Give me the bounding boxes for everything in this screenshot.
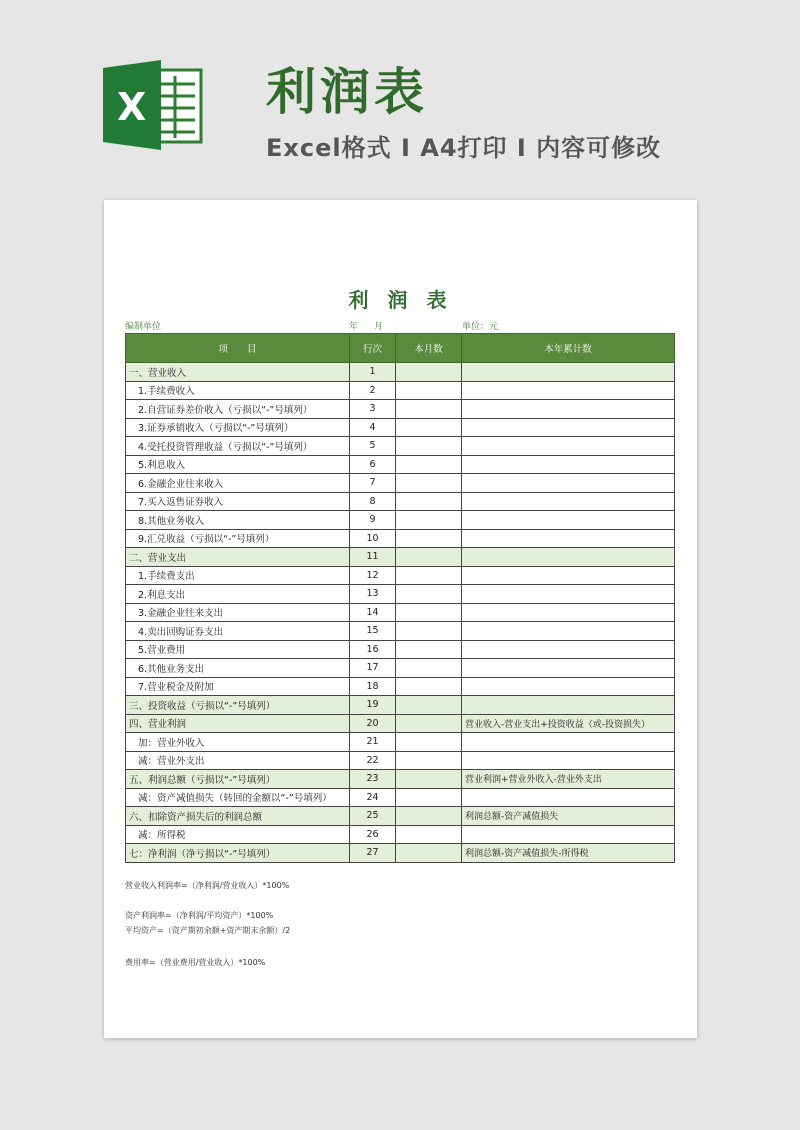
table-row xyxy=(126,474,675,493)
row-line-no: 5 xyxy=(350,437,396,456)
table-row xyxy=(126,622,675,641)
row-year-total xyxy=(462,585,675,604)
row-year-total xyxy=(462,566,675,585)
table-row xyxy=(126,603,675,622)
row-year-total xyxy=(462,696,675,715)
row-month-value xyxy=(396,622,462,641)
row-month-value xyxy=(396,585,462,604)
row-year-total xyxy=(462,751,675,770)
row-line-no: 22 xyxy=(350,751,396,770)
row-year-total: 利润总额-资产减值损失-所得税 xyxy=(462,844,675,863)
note-average-assets: 平均资产=（资产期初余额+资产期末余额）/2 xyxy=(125,926,291,935)
row-item: 六、扣除资产损失后的利润总额 xyxy=(126,807,350,826)
row-item: 6.金融企业往来收入 xyxy=(126,474,350,493)
table-row xyxy=(126,844,675,863)
row-year-total xyxy=(462,492,675,511)
table-row xyxy=(126,492,675,511)
excel-logo-icon xyxy=(103,60,203,150)
currency-label: 单位：元 xyxy=(462,322,499,332)
row-month-value xyxy=(396,844,462,863)
table-row xyxy=(126,437,675,456)
row-month-value xyxy=(396,659,462,678)
row-line-no: 9 xyxy=(350,511,396,530)
row-year-total xyxy=(462,603,675,622)
row-month-value xyxy=(396,714,462,733)
row-year-total: 营业利润+营业外收入-营业外支出 xyxy=(462,770,675,789)
row-item: 2.利息支出 xyxy=(126,585,350,604)
row-year-total xyxy=(462,825,675,844)
row-item: 四、营业利润 xyxy=(126,714,350,733)
row-month-value xyxy=(396,529,462,548)
row-year-total xyxy=(462,400,675,419)
table-row xyxy=(126,751,675,770)
banner-subtitle: Excel格式 I A4打印 I 内容可修改 xyxy=(266,134,662,162)
row-month-value xyxy=(396,566,462,585)
row-item: 3.证券承销收入（亏损以“-”号填列） xyxy=(126,418,350,437)
row-year-total xyxy=(462,733,675,752)
row-month-value xyxy=(396,807,462,826)
row-year-total xyxy=(462,437,675,456)
row-item: 3.金融企业往来支出 xyxy=(126,603,350,622)
table-row xyxy=(126,400,675,419)
row-month-value xyxy=(396,455,462,474)
row-year-total xyxy=(462,640,675,659)
row-line-no: 10 xyxy=(350,529,396,548)
row-year-total xyxy=(462,455,675,474)
row-item: 4.卖出回购证券支出 xyxy=(126,622,350,641)
logo-letter: X xyxy=(117,85,147,129)
table-row xyxy=(126,696,675,715)
row-year-total xyxy=(462,677,675,696)
row-month-value xyxy=(396,603,462,622)
table-row xyxy=(126,529,675,548)
row-item: 加：营业外收入 xyxy=(126,733,350,752)
banner-title: 利润表 xyxy=(266,63,428,121)
row-item: 1.手续费收入 xyxy=(126,381,350,400)
year-label: 年 xyxy=(349,322,359,332)
row-month-value xyxy=(396,770,462,789)
table-row xyxy=(126,548,675,567)
row-item: 七：净利润（净亏损以“-”号填列） xyxy=(126,844,350,863)
table-row xyxy=(126,363,675,382)
row-line-no: 13 xyxy=(350,585,396,604)
row-year-total: 利润总额-资产减值损失 xyxy=(462,807,675,826)
row-month-value xyxy=(396,437,462,456)
row-line-no: 15 xyxy=(350,622,396,641)
row-line-no: 25 xyxy=(350,807,396,826)
table-row xyxy=(126,807,675,826)
row-item: 减：营业外支出 xyxy=(126,751,350,770)
table-row xyxy=(126,511,675,530)
row-line-no: 17 xyxy=(350,659,396,678)
header-month: 本月数 xyxy=(396,334,462,363)
table-row xyxy=(126,825,675,844)
document-sheet xyxy=(104,200,697,1038)
row-line-no: 12 xyxy=(350,566,396,585)
row-item: 1.手续费支出 xyxy=(126,566,350,585)
row-line-no: 27 xyxy=(350,844,396,863)
table-row xyxy=(126,640,675,659)
row-line-no: 19 xyxy=(350,696,396,715)
row-year-total xyxy=(462,788,675,807)
row-month-value xyxy=(396,381,462,400)
row-item: 5.营业费用 xyxy=(126,640,350,659)
row-line-no: 24 xyxy=(350,788,396,807)
row-line-no: 20 xyxy=(350,714,396,733)
row-line-no: 6 xyxy=(350,455,396,474)
row-month-value xyxy=(396,733,462,752)
row-item: 五、利润总额（亏损以“-”号填列） xyxy=(126,770,350,789)
note-revenue-margin: 营业收入利润率=（净利润/营业收入）*100% xyxy=(125,881,290,890)
table-row xyxy=(126,733,675,752)
row-item: 7.营业税金及附加 xyxy=(126,677,350,696)
table-row xyxy=(126,659,675,678)
row-month-value xyxy=(396,751,462,770)
row-month-value xyxy=(396,511,462,530)
row-month-value xyxy=(396,418,462,437)
header-line-no: 行次 xyxy=(350,334,396,363)
row-line-no: 3 xyxy=(350,400,396,419)
header-item: 项 目 xyxy=(126,334,350,363)
row-year-total xyxy=(462,363,675,382)
row-month-value xyxy=(396,788,462,807)
table-row xyxy=(126,714,675,733)
table-row xyxy=(126,585,675,604)
row-item: 6.其他业务支出 xyxy=(126,659,350,678)
table-row xyxy=(126,381,675,400)
table-row xyxy=(126,455,675,474)
row-line-no: 16 xyxy=(350,640,396,659)
row-year-total xyxy=(462,474,675,493)
row-month-value xyxy=(396,696,462,715)
row-month-value xyxy=(396,677,462,696)
month-label: 月 xyxy=(374,322,384,332)
row-month-value xyxy=(396,474,462,493)
table-row xyxy=(126,566,675,585)
table-row xyxy=(126,677,675,696)
unit-label: 编制单位 xyxy=(125,322,162,332)
row-item: 8.其他业务收入 xyxy=(126,511,350,530)
row-year-total xyxy=(462,418,675,437)
row-month-value xyxy=(396,492,462,511)
row-item: 2.自营证券差价收入（亏损以“-”号填列） xyxy=(126,400,350,419)
row-line-no: 4 xyxy=(350,418,396,437)
row-year-total xyxy=(462,511,675,530)
table-header-row xyxy=(126,334,675,363)
row-item: 4.受托投资管理收益（亏损以“-”号填列） xyxy=(126,437,350,456)
row-line-no: 23 xyxy=(350,770,396,789)
row-item: 7.买入返售证券收入 xyxy=(126,492,350,511)
row-month-value xyxy=(396,825,462,844)
row-item: 5.利息收入 xyxy=(126,455,350,474)
row-month-value xyxy=(396,363,462,382)
note-expense-rate: 费用率=（营业费用/营业收入）*100% xyxy=(125,958,266,967)
row-line-no: 7 xyxy=(350,474,396,493)
row-line-no: 26 xyxy=(350,825,396,844)
row-item: 三、投资收益（亏损以“-”号填列） xyxy=(126,696,350,715)
document-title: 利 润 表 xyxy=(348,288,453,312)
banner xyxy=(0,0,800,195)
row-month-value xyxy=(396,640,462,659)
header-year-total: 本年累计数 xyxy=(462,334,675,363)
table-row xyxy=(126,418,675,437)
income-statement-table xyxy=(125,333,675,863)
row-item: 二、营业支出 xyxy=(126,548,350,567)
row-line-no: 1 xyxy=(350,363,396,382)
row-year-total xyxy=(462,659,675,678)
note-asset-margin: 资产利润率=（净利润/平均资产）*100% xyxy=(125,911,274,920)
table-row xyxy=(126,788,675,807)
row-year-total xyxy=(462,529,675,548)
row-line-no: 18 xyxy=(350,677,396,696)
row-line-no: 14 xyxy=(350,603,396,622)
row-item: 减：资产减值损失（转回的金额以“-”号填列） xyxy=(126,788,350,807)
row-year-total xyxy=(462,548,675,567)
row-month-value xyxy=(396,548,462,567)
table-row xyxy=(126,770,675,789)
row-line-no: 8 xyxy=(350,492,396,511)
row-month-value xyxy=(396,400,462,419)
row-item: 9.汇兑收益（亏损以“-”号填列） xyxy=(126,529,350,548)
row-year-total xyxy=(462,381,675,400)
row-line-no: 2 xyxy=(350,381,396,400)
row-year-total: 营业收入-营业支出+投资收益（或-投资损失） xyxy=(462,714,675,733)
row-line-no: 21 xyxy=(350,733,396,752)
row-item: 减：所得税 xyxy=(126,825,350,844)
row-year-total xyxy=(462,622,675,641)
row-item: 一、营业收入 xyxy=(126,363,350,382)
row-line-no: 11 xyxy=(350,548,396,567)
